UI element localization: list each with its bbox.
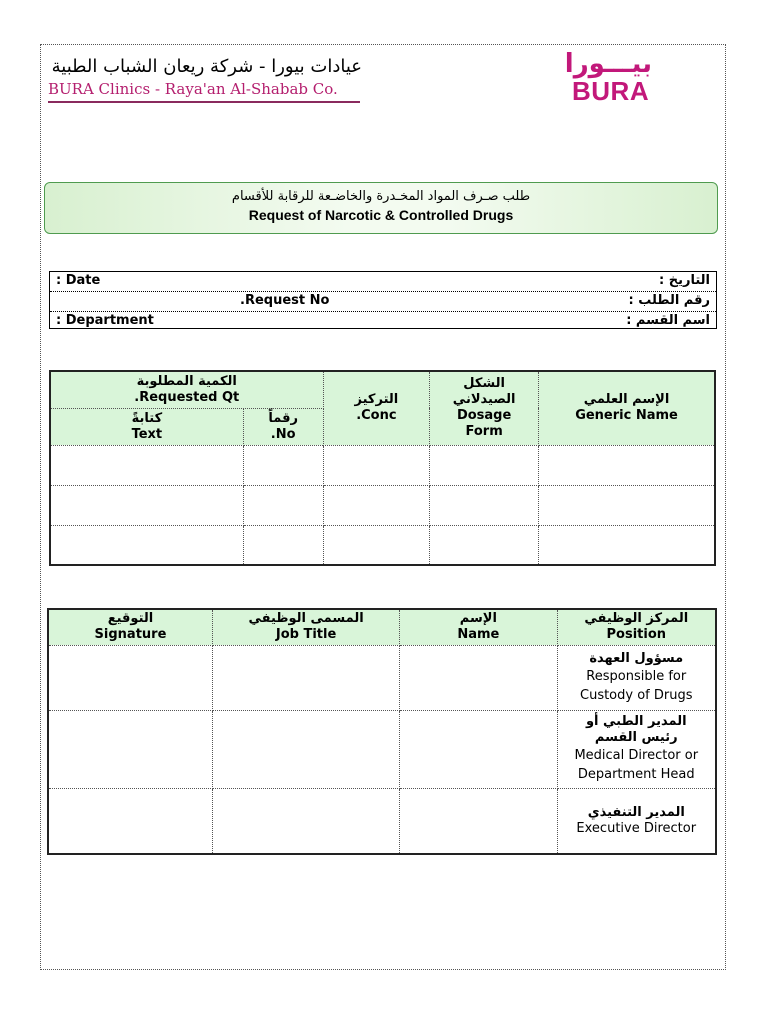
company-name-arabic: عيادات بيورا - شركة ريعان الشباب الطبية bbox=[51, 56, 362, 77]
generic-cell[interactable] bbox=[539, 485, 715, 525]
name-cell[interactable] bbox=[400, 788, 557, 854]
department-label-ar: اسم القسم : bbox=[626, 313, 710, 328]
company-header bbox=[48, 56, 368, 103]
form-title-arabic: طلب صـرف المواد المخـدرة والخاضـعة للرقابة للأقسام bbox=[231, 189, 531, 204]
text-en: Text bbox=[131, 426, 163, 442]
name-en: Name bbox=[457, 627, 500, 643]
requested-qt-ar: الكمية المطلوبة bbox=[136, 373, 237, 389]
name-header bbox=[400, 609, 557, 645]
signature-cell[interactable] bbox=[48, 788, 212, 854]
dosage-cell[interactable] bbox=[430, 525, 539, 565]
dosage-ar: الشكل الصيدلاني bbox=[452, 376, 516, 408]
form-title-box bbox=[44, 182, 718, 234]
table-row bbox=[48, 788, 716, 854]
conc-ar: التركيز bbox=[354, 392, 399, 408]
request-no-label-ar: رقم الطلب : bbox=[628, 293, 710, 308]
position-cell bbox=[557, 645, 716, 710]
signature-ar: التوقيع bbox=[107, 611, 154, 627]
request-info-block bbox=[49, 271, 717, 329]
generic-name-header bbox=[539, 371, 715, 445]
bura-logo bbox=[564, 49, 652, 106]
position-ar-label: مسؤول العهدة bbox=[589, 650, 684, 666]
position-ar-label: المدير التنفيذي bbox=[587, 804, 685, 820]
position-ar: المركز الوظيفي bbox=[584, 611, 689, 627]
generic-en: Generic Name bbox=[575, 408, 678, 424]
requested-qt-header bbox=[50, 371, 323, 408]
job-title-cell[interactable] bbox=[212, 788, 399, 854]
company-name-english: BURA Clinics - Raya'an Al-Shabab Co. bbox=[48, 80, 338, 98]
header-underline bbox=[48, 101, 360, 103]
dosage-cell[interactable] bbox=[430, 445, 539, 485]
requested-qt-en: .Requested Qt bbox=[134, 389, 240, 405]
logo-english: BURA bbox=[572, 76, 650, 106]
generic-cell[interactable] bbox=[539, 525, 715, 565]
signature-header bbox=[48, 609, 212, 645]
no-ar: رقماً bbox=[268, 410, 298, 426]
request-no-label-en: .Request No bbox=[240, 293, 330, 308]
job-title-ar: المسمى الوظيفي bbox=[248, 611, 364, 627]
request-no-row[interactable] bbox=[50, 292, 716, 312]
dosage-en: Dosage Form bbox=[456, 408, 512, 440]
no-en: .No bbox=[270, 426, 296, 442]
position-en-label: Responsible for Custody of Drugs bbox=[580, 668, 693, 703]
signatures-table bbox=[47, 608, 717, 855]
dosage-cell[interactable] bbox=[430, 485, 539, 525]
name-ar: الإسم bbox=[459, 611, 497, 627]
position-header bbox=[557, 609, 716, 645]
position-en: Position bbox=[606, 627, 667, 643]
department-row[interactable] bbox=[50, 312, 716, 331]
generic-ar: الإسم العلمي bbox=[583, 392, 670, 408]
text-header bbox=[50, 408, 243, 445]
date-row[interactable] bbox=[50, 272, 716, 292]
signature-cell[interactable] bbox=[48, 710, 212, 788]
job-title-cell[interactable] bbox=[212, 645, 399, 710]
department-label-en: : Department bbox=[56, 313, 154, 328]
date-label-en: : Date bbox=[56, 273, 101, 288]
position-cell bbox=[557, 788, 716, 854]
no-cell[interactable] bbox=[243, 445, 323, 485]
logo-arabic: بيـــورا bbox=[564, 49, 652, 79]
no-cell[interactable] bbox=[243, 485, 323, 525]
name-cell[interactable] bbox=[400, 645, 557, 710]
generic-cell[interactable] bbox=[539, 445, 715, 485]
job-title-en: Job Title bbox=[275, 627, 337, 643]
text-cell[interactable] bbox=[50, 445, 243, 485]
drugs-table bbox=[49, 370, 716, 566]
position-ar-label: المدير الطبي أو رئيس القسم bbox=[585, 714, 687, 745]
signature-cell[interactable] bbox=[48, 645, 212, 710]
position-en-label: Executive Director bbox=[576, 820, 697, 836]
position-en-label: Medical Director or Department Head bbox=[574, 748, 699, 782]
table-row bbox=[48, 710, 716, 788]
conc-en: .Conc bbox=[356, 408, 397, 424]
conc-cell[interactable] bbox=[323, 485, 430, 525]
conc-cell[interactable] bbox=[323, 525, 430, 565]
position-cell bbox=[557, 710, 716, 788]
dosage-form-header bbox=[430, 371, 539, 445]
text-cell[interactable] bbox=[50, 525, 243, 565]
job-title-cell[interactable] bbox=[212, 710, 399, 788]
no-cell[interactable] bbox=[243, 525, 323, 565]
table-row bbox=[50, 525, 715, 565]
table-row bbox=[48, 645, 716, 710]
name-cell[interactable] bbox=[400, 710, 557, 788]
conc-header bbox=[323, 371, 430, 445]
text-ar: كتابةً bbox=[131, 410, 163, 426]
no-header bbox=[243, 408, 323, 445]
job-title-header bbox=[212, 609, 399, 645]
signature-en: Signature bbox=[94, 627, 167, 643]
table-row bbox=[50, 485, 715, 525]
date-label-ar: التاريخ : bbox=[659, 273, 710, 288]
conc-cell[interactable] bbox=[323, 445, 430, 485]
table-row bbox=[50, 445, 715, 485]
form-title-english: Request of Narcotic & Controlled Drugs bbox=[248, 207, 514, 223]
text-cell[interactable] bbox=[50, 485, 243, 525]
